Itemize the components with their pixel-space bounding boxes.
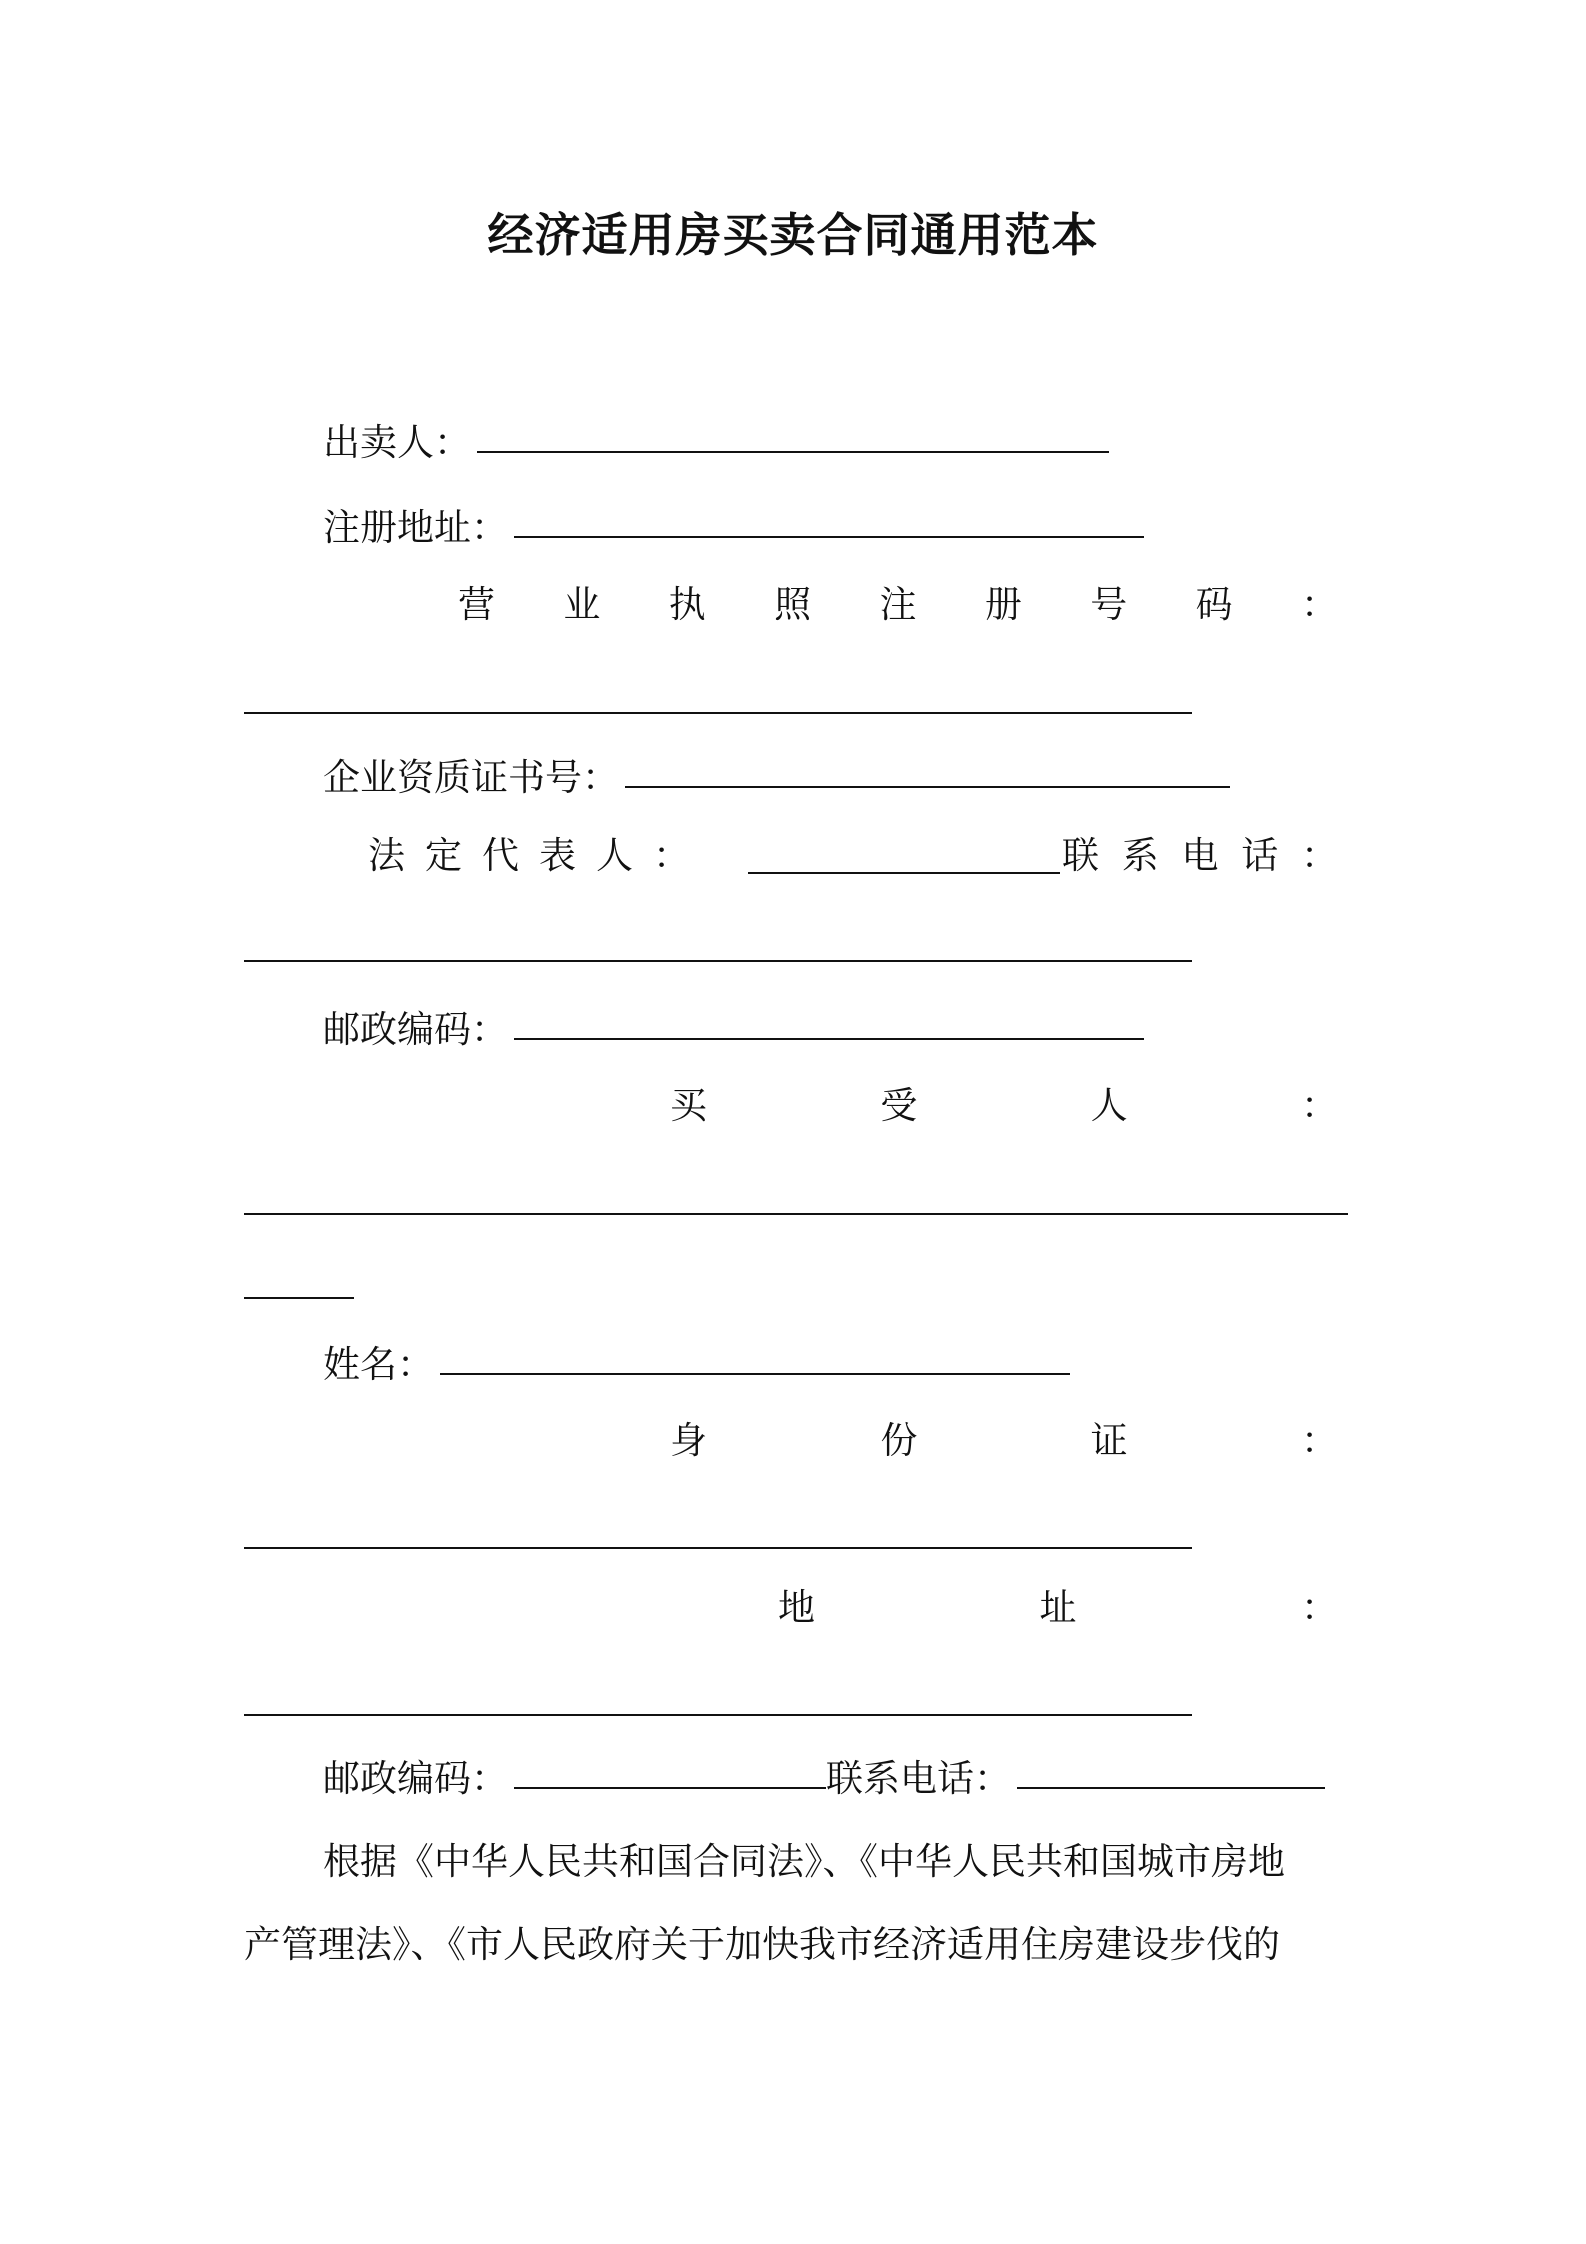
legal-rep-char: 定 [425, 834, 462, 877]
seller-postcode-blank [514, 1038, 1144, 1040]
body-paragraph-line-1: 根据《中华人民共和国合同法》、《中华人民共和国城市房地 [323, 1840, 1285, 1883]
buyer-id-label [670, 1419, 1338, 1462]
legal-representative-blank [748, 872, 1060, 874]
legal-rep-char: 法 [368, 834, 405, 877]
seller-address-field [323, 506, 1144, 549]
seller-postcode-field [323, 1008, 1144, 1051]
seller-name-blank [477, 451, 1109, 453]
buyer-name-label: 姓名： [323, 1343, 434, 1386]
buyer-header-blank-1 [244, 1213, 1348, 1215]
buyer-id-char: 身 [670, 1419, 707, 1462]
business-license-label [458, 583, 1338, 626]
buyer-header-char: 人 [1090, 1084, 1128, 1127]
buyer-header-char: 买 [670, 1084, 707, 1127]
license-char: 照 [774, 583, 812, 626]
legal-rep-char: 人 [596, 834, 633, 877]
seller-postcode-label: 邮政编码： [323, 1008, 508, 1051]
phone-char: 话 [1241, 834, 1279, 877]
buyer-postcode-blank [514, 1787, 826, 1789]
buyer-address-char: 地 [778, 1586, 815, 1629]
buyer-phone-blank [1017, 1787, 1325, 1789]
buyer-id-char: 份 [880, 1419, 918, 1462]
license-char: 号 [1090, 583, 1128, 626]
license-char: 营 [458, 583, 495, 626]
buyer-postcode-label: 邮政编码： [323, 1757, 508, 1800]
business-license-blank [244, 712, 1192, 714]
license-char: 注 [879, 583, 917, 626]
buyer-name-blank [440, 1373, 1070, 1375]
qualification-label: 企业资质证书号： [323, 756, 619, 799]
seller-name-field [323, 421, 1109, 464]
phone-char: 联 [1062, 834, 1099, 877]
body-paragraph-line-2: 产管理法》、《市人民政府关于加快我市经济适用住房建设步伐的 [244, 1923, 1280, 1966]
buyer-phone-label: 联系电话： [826, 1757, 1011, 1800]
qualification-blank [625, 786, 1230, 788]
license-char: 册 [984, 583, 1022, 626]
buyer-address-char: 址 [1039, 1586, 1077, 1629]
buyer-address-label [778, 1586, 1338, 1629]
document-title: 经济适用房买卖合同通用范本 [487, 208, 1099, 262]
buyer-id-char: ： [1300, 1419, 1338, 1462]
seller-phone-label [1062, 834, 1338, 877]
legal-rep-char: 代 [482, 834, 519, 877]
seller-address-label: 注册地址： [323, 506, 508, 549]
license-char: ： [1301, 583, 1338, 626]
legal-representative-label [368, 834, 690, 877]
buyer-name-field [323, 1343, 1070, 1386]
buyer-address-char: ： [1301, 1586, 1338, 1629]
license-char: 执 [668, 583, 706, 626]
phone-char: 系 [1121, 834, 1159, 877]
buyer-id-blank [244, 1547, 1192, 1549]
seller-address-blank [514, 536, 1144, 538]
legal-rep-char: 表 [539, 834, 576, 877]
buyer-header-char: 受 [880, 1084, 918, 1127]
buyer-header-label [670, 1084, 1338, 1127]
seller-phone-blank [244, 960, 1192, 962]
license-char: 业 [563, 583, 601, 626]
buyer-header-blank-2 [244, 1297, 354, 1299]
phone-char: ： [1301, 834, 1338, 877]
license-char: 码 [1195, 583, 1233, 626]
buyer-address-blank [244, 1714, 1192, 1716]
seller-name-label: 出卖人： [323, 421, 471, 464]
phone-char: 电 [1181, 834, 1219, 877]
legal-rep-char: ： [653, 834, 690, 877]
buyer-postcode-phone-field [323, 1757, 1325, 1800]
qualification-field [323, 756, 1230, 799]
buyer-header-char: ： [1300, 1084, 1338, 1127]
buyer-id-char: 证 [1090, 1419, 1128, 1462]
